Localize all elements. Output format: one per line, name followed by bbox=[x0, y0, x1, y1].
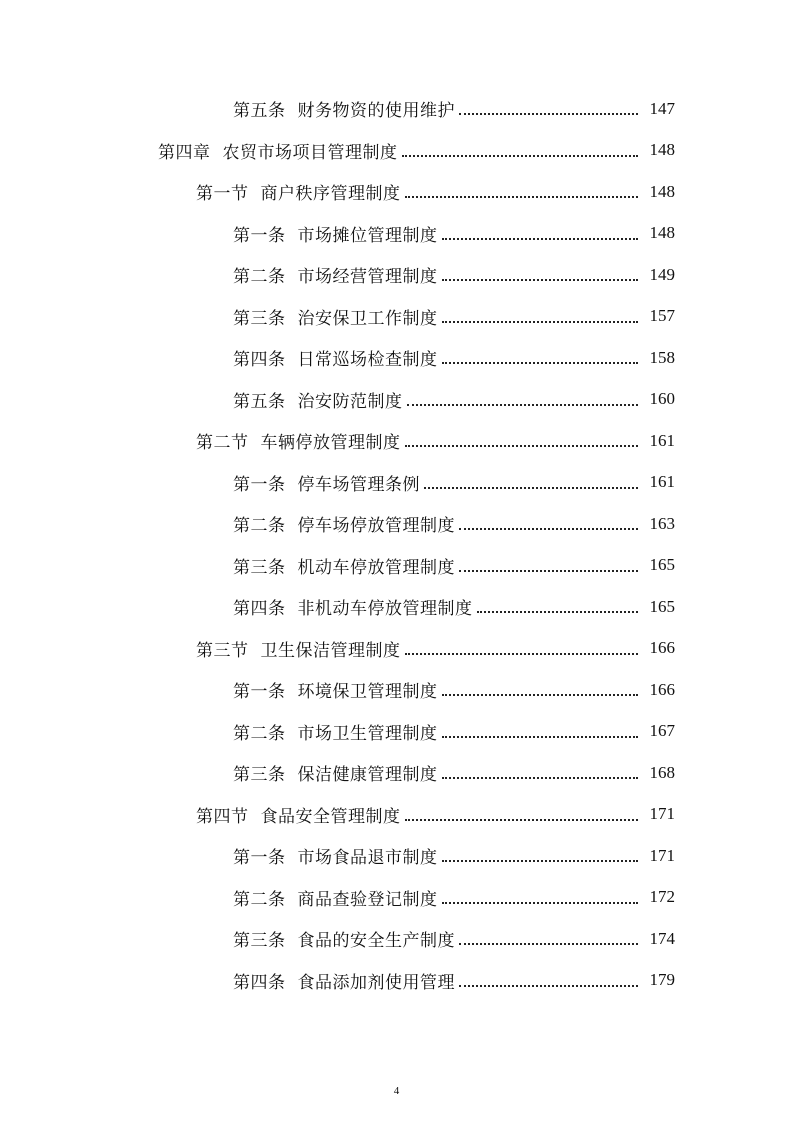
toc-entry-number: 第四条 bbox=[233, 350, 286, 371]
page-number: 4 bbox=[393, 1085, 400, 1097]
toc-entry-title: 日常巡场检查制度 bbox=[297, 350, 438, 371]
toc-entry-title: 市场卫生管理制度 bbox=[297, 723, 438, 744]
toc-entry-page: 158 bbox=[649, 347, 675, 367]
toc-entry[interactable] bbox=[0, 171, 793, 213]
dot-leader bbox=[459, 527, 638, 530]
toc-entry-title: 财务物资的使用维护 bbox=[297, 101, 455, 122]
toc-entry[interactable] bbox=[0, 462, 793, 504]
dot-leader bbox=[442, 693, 639, 696]
toc-entry-number: 第二条 bbox=[233, 516, 286, 537]
toc-entry-number: 第三条 bbox=[233, 557, 286, 578]
toc-entry[interactable] bbox=[0, 88, 793, 130]
toc-entry[interactable] bbox=[0, 918, 793, 960]
dot-leader bbox=[402, 154, 639, 157]
toc-entry-page: 161 bbox=[649, 430, 675, 450]
toc-entry-number: 第三节 bbox=[196, 640, 249, 661]
toc-entry[interactable] bbox=[0, 254, 793, 296]
dot-leader bbox=[442, 901, 639, 904]
toc-entry-page: 174 bbox=[649, 928, 675, 948]
toc-entry-number: 第四章 bbox=[158, 142, 211, 163]
toc-entry-page: 168 bbox=[649, 762, 675, 782]
toc-entry[interactable] bbox=[0, 794, 793, 836]
toc-entry-title: 卫生保洁管理制度 bbox=[260, 640, 401, 661]
toc-entry-title: 食品添加剂使用管理 bbox=[297, 972, 455, 993]
toc-entry-title: 食品安全管理制度 bbox=[260, 806, 401, 827]
dot-leader bbox=[442, 735, 639, 738]
toc-entry[interactable] bbox=[0, 545, 793, 587]
dot-leader bbox=[459, 112, 638, 115]
dot-leader bbox=[405, 444, 639, 447]
toc-entry-page: 171 bbox=[649, 845, 675, 865]
toc-entry[interactable] bbox=[0, 296, 793, 338]
toc-entry-number: 第五条 bbox=[233, 391, 286, 412]
toc-entry-title: 商品查验登记制度 bbox=[297, 889, 438, 910]
toc-entry[interactable] bbox=[0, 420, 793, 462]
toc-entry-title: 保洁健康管理制度 bbox=[297, 765, 438, 786]
toc-entry[interactable] bbox=[0, 711, 793, 753]
toc-entry[interactable] bbox=[0, 960, 793, 1002]
toc-entry-page: 172 bbox=[649, 887, 675, 907]
toc-entry[interactable] bbox=[0, 752, 793, 794]
toc-entry-number: 第一条 bbox=[233, 848, 286, 869]
toc-entry-number: 第一条 bbox=[233, 682, 286, 703]
dot-leader bbox=[477, 610, 639, 613]
dot-leader bbox=[442, 320, 639, 323]
toc-entry-page: 166 bbox=[649, 638, 675, 658]
toc-entry-title: 市场食品退市制度 bbox=[297, 848, 438, 869]
toc-entry-number: 第三条 bbox=[233, 308, 286, 329]
toc-entry-page: 171 bbox=[649, 804, 675, 824]
toc-entry-number: 第一条 bbox=[233, 474, 286, 495]
toc-entry-page: 148 bbox=[649, 223, 675, 243]
toc-entry-page: 157 bbox=[649, 306, 675, 326]
toc-entry-number: 第三条 bbox=[233, 931, 286, 952]
toc-entry[interactable] bbox=[0, 213, 793, 255]
toc-entry-number: 第二条 bbox=[233, 889, 286, 910]
toc-entry[interactable] bbox=[0, 877, 793, 919]
dot-leader bbox=[407, 403, 639, 406]
dot-leader bbox=[405, 195, 639, 198]
toc-entry-title: 非机动车停放管理制度 bbox=[297, 599, 473, 620]
toc-entry-title: 环境保卫管理制度 bbox=[297, 682, 438, 703]
toc-entry-number: 第一节 bbox=[196, 184, 249, 205]
toc-entry-page: 165 bbox=[649, 596, 675, 616]
dot-leader bbox=[405, 818, 639, 821]
toc-entry[interactable] bbox=[0, 503, 793, 545]
dot-leader bbox=[442, 278, 639, 281]
toc-entry[interactable] bbox=[0, 835, 793, 877]
toc-entry-title: 市场经营管理制度 bbox=[297, 267, 438, 288]
toc-entry-page: 166 bbox=[649, 679, 675, 699]
toc-entry-number: 第四条 bbox=[233, 599, 286, 620]
toc-entry-page: 179 bbox=[649, 970, 675, 990]
toc-entry-number: 第三条 bbox=[233, 765, 286, 786]
toc-entry-title: 商户秩序管理制度 bbox=[260, 184, 401, 205]
toc-entry-page: 147 bbox=[649, 98, 675, 118]
toc-entry[interactable] bbox=[0, 379, 793, 421]
toc-entry-number: 第四条 bbox=[233, 972, 286, 993]
toc-entry-title: 治安防范制度 bbox=[297, 391, 403, 412]
toc-entry[interactable] bbox=[0, 669, 793, 711]
dot-leader bbox=[442, 776, 639, 779]
dot-leader bbox=[442, 237, 639, 240]
dot-leader bbox=[459, 984, 638, 987]
toc-entry-page: 148 bbox=[649, 140, 675, 160]
dot-leader bbox=[442, 361, 639, 364]
toc-entry-number: 第二条 bbox=[233, 723, 286, 744]
toc-entry-title: 车辆停放管理制度 bbox=[260, 433, 401, 454]
toc-entry-number: 第一条 bbox=[233, 225, 286, 246]
toc-entry-title: 农贸市场项目管理制度 bbox=[222, 142, 398, 163]
toc-entry-page: 165 bbox=[649, 555, 675, 575]
toc-entry-number: 第二节 bbox=[196, 433, 249, 454]
dot-leader bbox=[459, 942, 638, 945]
toc-entry[interactable] bbox=[0, 628, 793, 670]
toc-entry-title: 停车场停放管理制度 bbox=[297, 516, 455, 537]
toc-entry-title: 食品的安全生产制度 bbox=[297, 931, 455, 952]
toc-entry[interactable] bbox=[0, 337, 793, 379]
toc-entry-page: 148 bbox=[649, 181, 675, 201]
toc-entry-page: 167 bbox=[649, 721, 675, 741]
dot-leader bbox=[442, 859, 639, 862]
toc-entry-page: 160 bbox=[649, 389, 675, 409]
toc-entry-page: 149 bbox=[649, 264, 675, 284]
dot-leader bbox=[424, 486, 638, 489]
toc-entry-number: 第二条 bbox=[233, 267, 286, 288]
toc-entry-page: 161 bbox=[649, 472, 675, 492]
toc-entry-title: 机动车停放管理制度 bbox=[297, 557, 455, 578]
toc-entry-number: 第四节 bbox=[196, 806, 249, 827]
dot-leader bbox=[459, 569, 638, 572]
dot-leader bbox=[405, 652, 639, 655]
toc-entry[interactable] bbox=[0, 586, 793, 628]
table-of-contents bbox=[0, 88, 793, 1001]
toc-entry-title: 停车场管理条例 bbox=[297, 474, 420, 495]
toc-entry-title: 市场摊位管理制度 bbox=[297, 225, 438, 246]
toc-entry-page: 163 bbox=[649, 513, 675, 533]
toc-entry[interactable] bbox=[0, 130, 793, 172]
toc-entry-number: 第五条 bbox=[233, 101, 286, 122]
toc-entry-title: 治安保卫工作制度 bbox=[297, 308, 438, 329]
